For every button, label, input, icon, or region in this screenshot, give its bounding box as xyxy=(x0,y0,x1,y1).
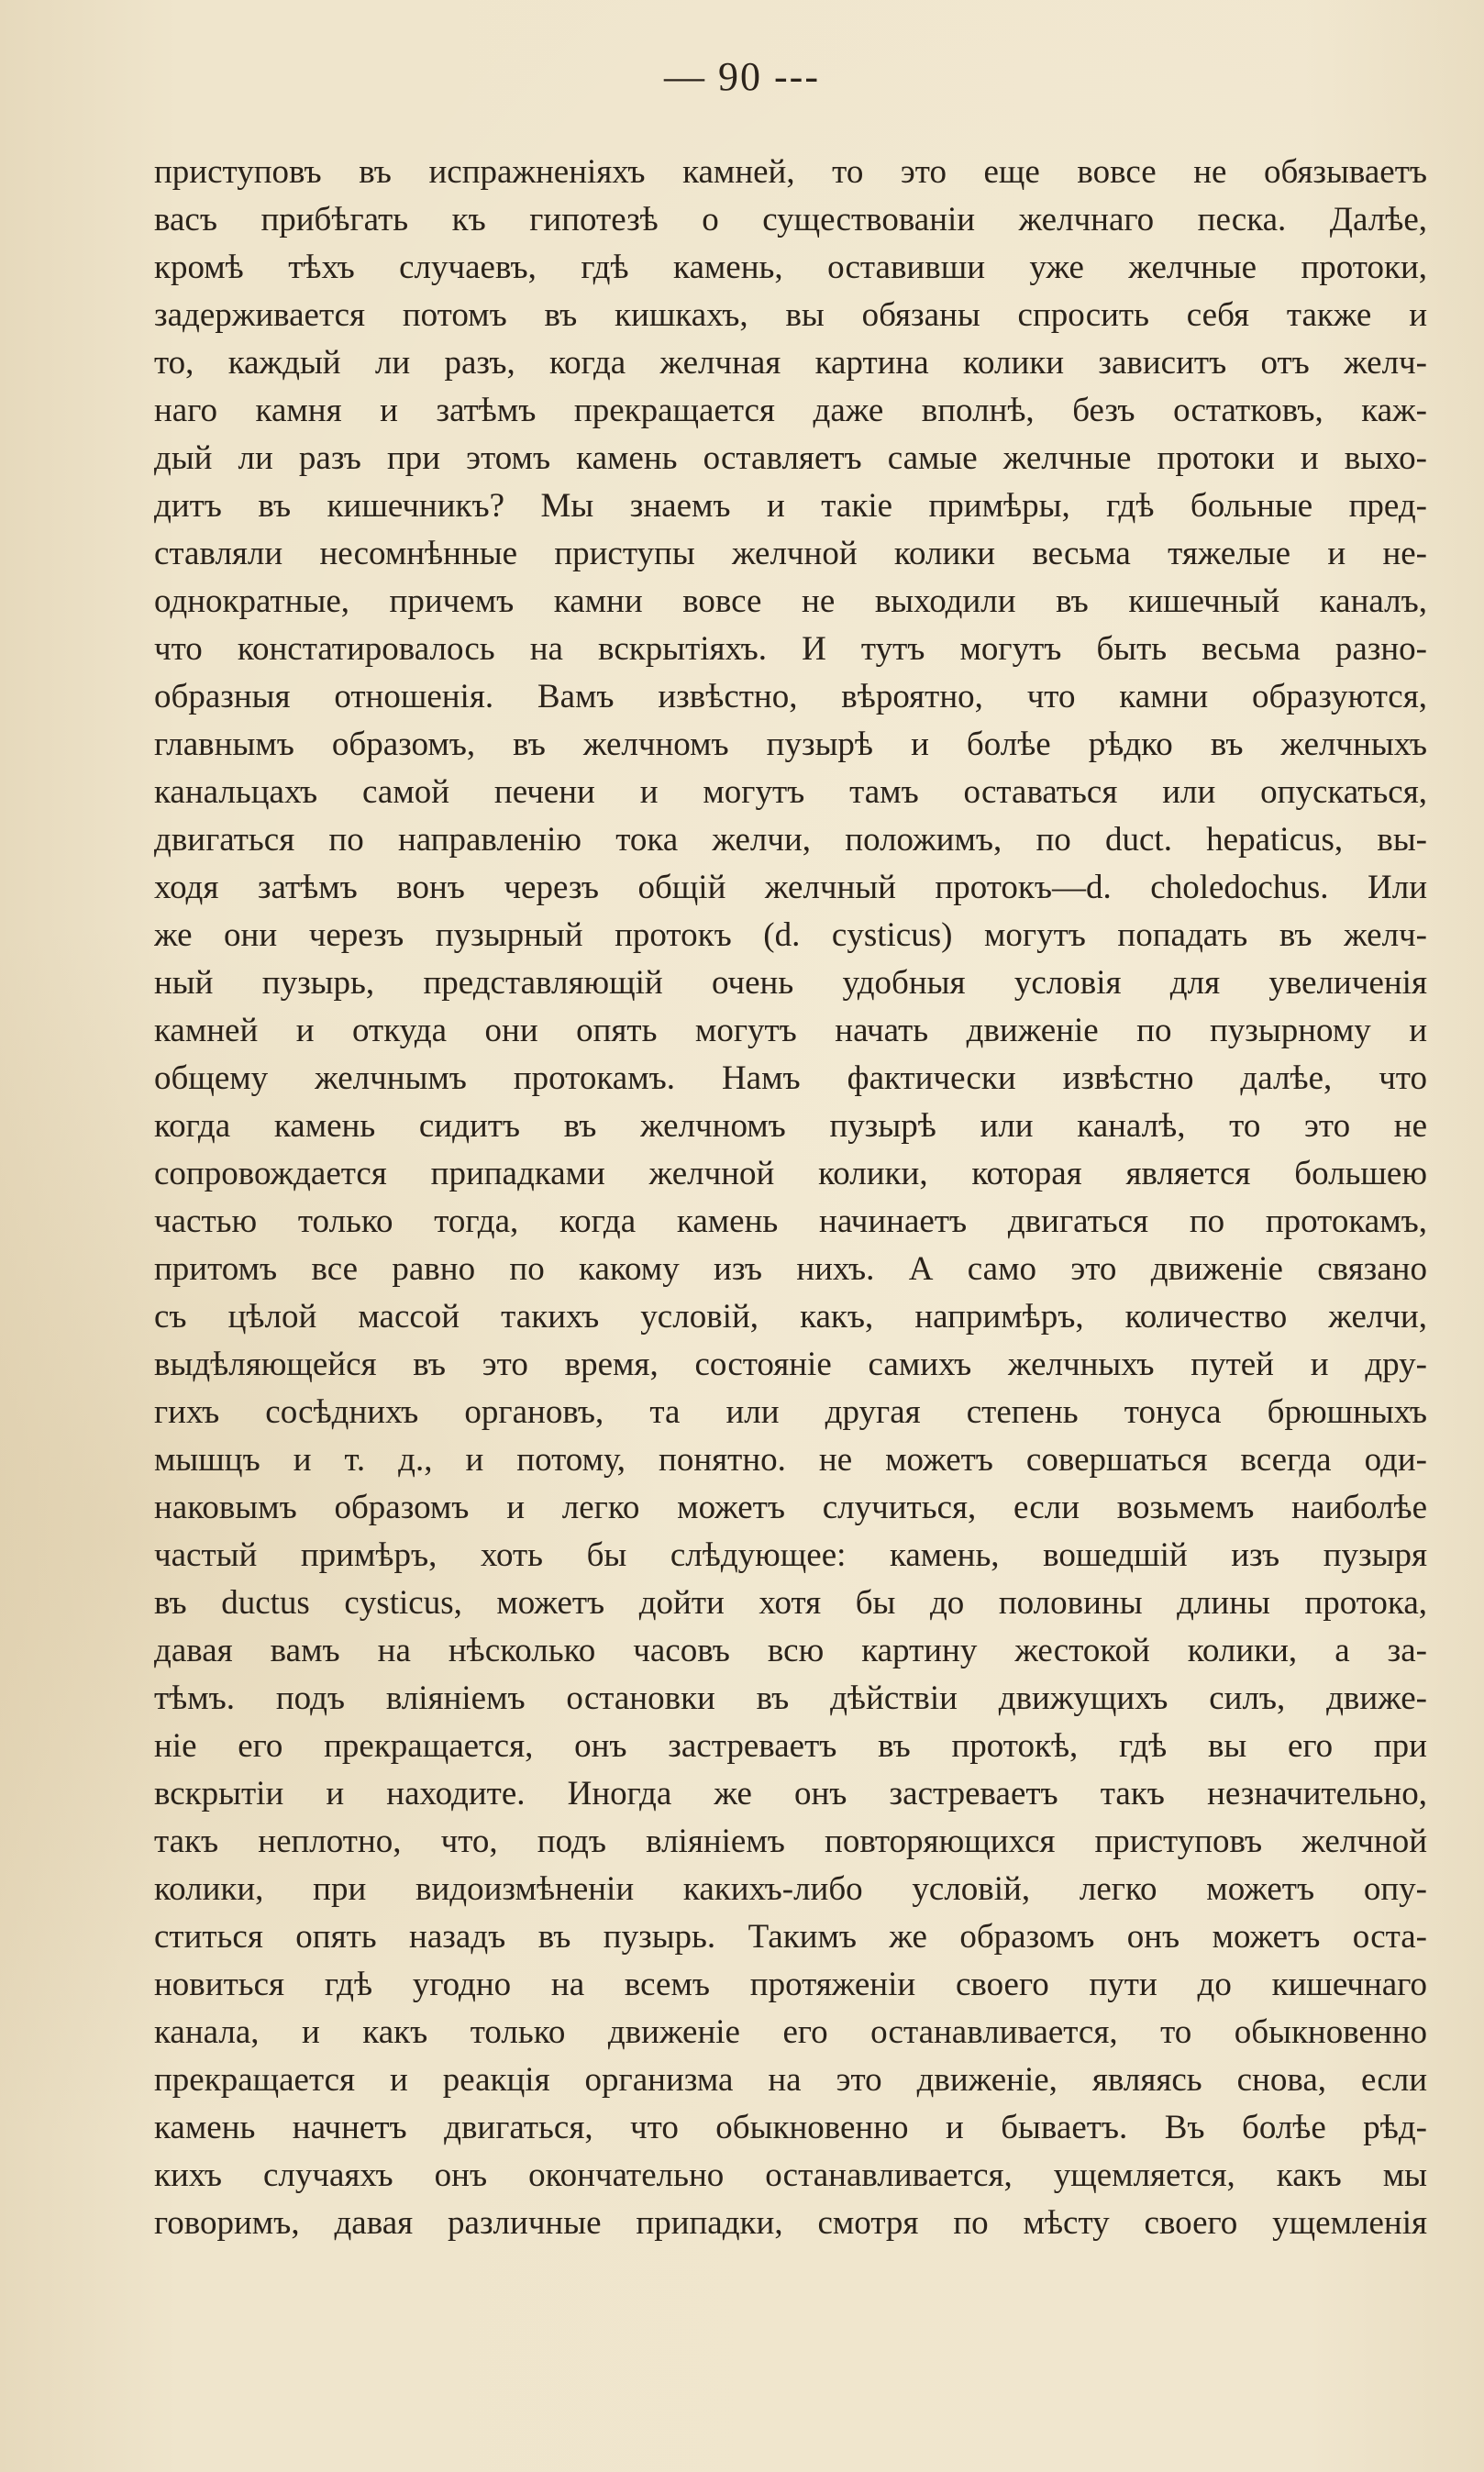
text-line: кихъ случаяхъ онъ окончательно останавливается, ущемляется, какъ мы xyxy=(154,2156,1427,2194)
text-line: однократные, причемъ камни вовсе не выходили въ кишечный каналъ, xyxy=(154,582,1427,620)
text-line: когда камень сидитъ въ желчномъ пузырѣ или каналѣ, то это не xyxy=(154,1107,1427,1145)
body-text xyxy=(154,149,1427,2247)
text-line: камней и откуда они опять могутъ начать движеніе по пузырному и xyxy=(154,1012,1427,1049)
text-line: тѣмъ. подъ вліяніемъ остановки въ дѣйствіи движущихъ силъ, движе- xyxy=(154,1679,1427,1717)
text-line: ститься опять назадъ въ пузырь. Такимъ же образомъ онъ можетъ оста- xyxy=(154,1918,1427,1956)
text-line: кромѣ тѣхъ случаевъ, гдѣ камень, оставивши уже желчные протоки, xyxy=(154,249,1427,286)
text-line: говоримъ, давая различные припадки, смотря по мѣсту своего ущемленія xyxy=(154,2204,1427,2242)
text-line: то, каждый ли разъ, когда желчная картина колики зависитъ отъ желч- xyxy=(154,344,1427,382)
text-line: канала, и какъ только движеніе его останавливается, то обыкновенно xyxy=(154,2013,1427,2051)
text-line: притомъ все равно по какому изъ нихъ. А само это движеніе связано xyxy=(154,1250,1427,1288)
text-line: дый ли разъ при этомъ камень оставляетъ самые желчные протоки и выхо- xyxy=(154,439,1427,477)
text-line: выдѣляющейся въ это время, состояніе самихъ желчныхъ путей и дру- xyxy=(154,1346,1427,1383)
text-line: сопровождается припадками желчной колики, которая является большею xyxy=(154,1155,1427,1192)
text-line: частый примѣръ, хоть бы слѣдующее: камень, вошедшій изъ пузыря xyxy=(154,1536,1427,1574)
text-line: частью только тогда, когда камень начинаетъ двигаться по протокамъ, xyxy=(154,1203,1427,1240)
page-number: — 90 --- xyxy=(664,54,820,99)
text-line: канальцахъ самой печени и могутъ тамъ оставаться или опускаться, xyxy=(154,773,1427,811)
text-line: что констатировалось на вскрытіяхъ. И тутъ могутъ быть весьма разно- xyxy=(154,630,1427,668)
text-line: прекращается и реакція организма на это движеніе, являясь снова, если xyxy=(154,2061,1427,2099)
text-line: ный пузырь, представляющій очень удобныя условія для увеличенія xyxy=(154,964,1427,1002)
text-line: двигаться по направленію тока желчи, положимъ, по duct. hepaticus, вы- xyxy=(154,821,1427,859)
text-line: главнымъ образомъ, въ желчномъ пузырѣ и болѣе рѣдко въ желчныхъ xyxy=(154,726,1427,763)
text-line: камень начнетъ двигаться, что обыкновенно и бываетъ. Въ болѣе рѣд- xyxy=(154,2109,1427,2146)
text-line: колики, при видоизмѣненіи какихъ-либо условій, легко можетъ опу- xyxy=(154,1870,1427,1908)
text-line: такъ неплотно, что, подъ вліяніемъ повторяющихся приступовъ желчной xyxy=(154,1823,1427,1860)
text-line: приступовъ въ испражненіяхъ камней, то это еще вовсе не обязываетъ xyxy=(154,153,1427,191)
text-line: образныя отношенія. Вамъ извѣстно, вѣроятно, что камни образуются, xyxy=(154,678,1427,715)
text-line: ніе его прекращается, онъ застреваетъ въ протокѣ, гдѣ вы его при xyxy=(154,1727,1427,1765)
text-line: гихъ сосѣднихъ органовъ, та или другая степень тонуса брюшныхъ xyxy=(154,1393,1427,1431)
text-line: васъ прибѣгать къ гипотезѣ о существованіи желчнаго песка. Далѣе, xyxy=(154,201,1427,238)
text-line: вскрытіи и находите. Иногда же онъ застреваетъ такъ незначительно, xyxy=(154,1775,1427,1812)
text-line: задерживается потомъ въ кишкахъ, вы обязаны спросить себя также и xyxy=(154,296,1427,334)
text-line: наго камня и затѣмъ прекращается даже вполнѣ, безъ остатковъ, каж- xyxy=(154,392,1427,429)
text-line: дитъ въ кишечникъ? Мы знаемъ и такіе примѣры, гдѣ больные пред- xyxy=(154,487,1427,525)
text-line: общему желчнымъ протокамъ. Намъ фактически извѣстно далѣе, что xyxy=(154,1059,1427,1097)
text-line: же они черезъ пузырный протокъ (d. cysticus) могутъ попадать въ желч- xyxy=(154,916,1427,954)
text-line: наковымъ образомъ и легко можетъ случиться, если возьмемъ наиболѣе xyxy=(154,1489,1427,1526)
text-line: новиться гдѣ угодно на всемъ протяженіи своего пути до кишечнаго xyxy=(154,1966,1427,2003)
text-line: съ цѣлой массой такихъ условій, какъ, напримѣръ, количество желчи, xyxy=(154,1298,1427,1336)
text-line: мышцъ и т. д., и потому, понятно. не можетъ совершаться всегда оди- xyxy=(154,1441,1427,1479)
text-line: ставляли несомнѣнные приступы желчной колики весьма тяжелые и не- xyxy=(154,535,1427,572)
text-line: ходя затѣмъ вонъ черезъ общій желчный протокъ—d. choledochus. Или xyxy=(154,869,1427,906)
text-line: давая вамъ на нѣсколько часовъ всю картину жестокой колики, а за- xyxy=(154,1632,1427,1669)
text-line: въ ductus cysticus, можетъ дойти хотя бы до половины длины протока, xyxy=(154,1584,1427,1622)
